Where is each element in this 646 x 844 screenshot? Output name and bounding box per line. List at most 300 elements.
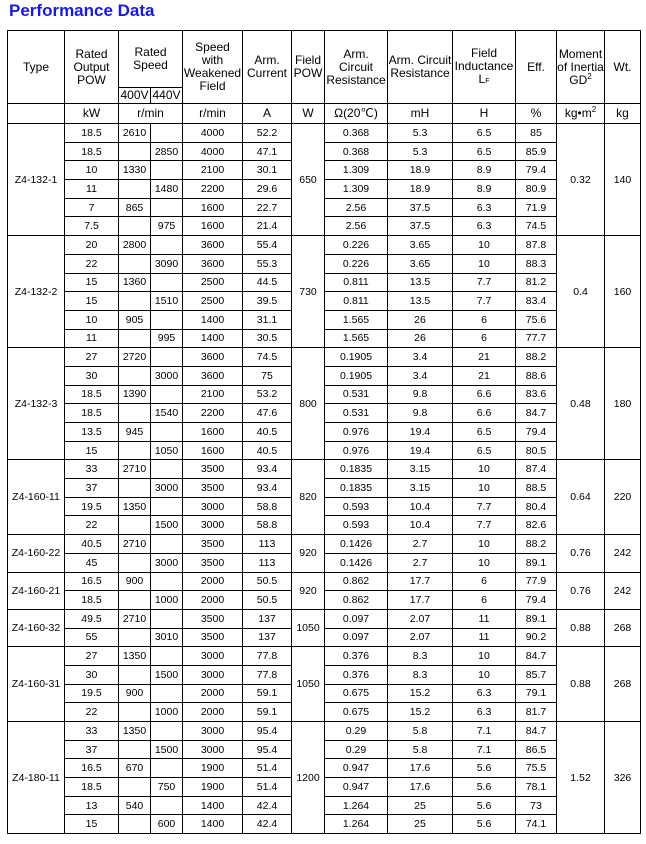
cell-kw: 15: [65, 292, 119, 311]
unit-moment-label: kg•m: [564, 106, 592, 120]
cell-a: 22.7: [243, 198, 292, 217]
cell-mh: 17.7: [388, 572, 453, 591]
cell-kw: 45: [65, 553, 119, 572]
cell-ohm: 0.675: [325, 684, 388, 703]
cell-h: 7.7: [453, 516, 516, 535]
cell-field-pow: 1050: [292, 647, 325, 722]
header-eff: Eff.: [516, 31, 557, 104]
cell-s440: 3000: [151, 479, 183, 498]
cell-s400: 900: [119, 572, 151, 591]
cell-wf: 3500: [183, 460, 243, 479]
cell-h: 10: [453, 535, 516, 554]
cell-kw: 13.5: [65, 423, 119, 442]
cell-wf: 3000: [183, 722, 243, 741]
cell-s440: 3090: [151, 254, 183, 273]
cell-mh: 3.15: [388, 479, 453, 498]
cell-wt: 242: [605, 535, 641, 572]
cell-kw: 37: [65, 740, 119, 759]
cell-eff: 81.2: [516, 273, 557, 292]
cell-mh: 18.9: [388, 180, 453, 199]
cell-mh: 10.4: [388, 516, 453, 535]
cell-a: 75: [243, 366, 292, 385]
cell-wt: 140: [605, 124, 641, 236]
unit-speed: r/min: [119, 104, 183, 124]
cell-mh: 37.5: [388, 217, 453, 236]
cell-s400: [119, 217, 151, 236]
cell-s400: 540: [119, 796, 151, 815]
cell-a: 47.1: [243, 142, 292, 161]
cell-h: 6: [453, 310, 516, 329]
cell-gd2: 0.76: [557, 572, 605, 609]
cell-eff: 81.7: [516, 703, 557, 722]
cell-wf: 1400: [183, 815, 243, 834]
cell-kw: 18.5: [65, 142, 119, 161]
cell-ohm: 1.309: [325, 161, 388, 180]
cell-a: 52.2: [243, 124, 292, 143]
cell-h: 10: [453, 460, 516, 479]
cell-type: Z4-132-1: [8, 124, 65, 236]
cell-s440: 750: [151, 778, 183, 797]
cell-ohm: 0.811: [325, 273, 388, 292]
cell-kw: 22: [65, 254, 119, 273]
cell-gd2: 0.4: [557, 236, 605, 348]
table-row: [8, 310, 641, 329]
table-row: [8, 796, 641, 815]
table-row: [8, 273, 641, 292]
table-row: [8, 516, 641, 535]
cell-h: 10: [453, 553, 516, 572]
cell-mh: 3.4: [388, 348, 453, 367]
unit-type: [8, 104, 65, 124]
cell-ohm: 0.1835: [325, 460, 388, 479]
header-moment-sup: 2: [587, 71, 592, 81]
cell-kw: 20: [65, 236, 119, 255]
table-row: [8, 628, 641, 647]
cell-a: 58.8: [243, 516, 292, 535]
cell-mh: 13.5: [388, 292, 453, 311]
cell-s400: [119, 180, 151, 199]
cell-field-pow: 1200: [292, 722, 325, 834]
cell-wf: 1600: [183, 198, 243, 217]
cell-mh: 26: [388, 329, 453, 348]
cell-h: 5.6: [453, 759, 516, 778]
cell-ohm: 0.811: [325, 292, 388, 311]
cell-field-pow: 1050: [292, 609, 325, 646]
cell-h: 10: [453, 254, 516, 273]
cell-ohm: 0.531: [325, 385, 388, 404]
cell-s440: [151, 759, 183, 778]
cell-h: 8.9: [453, 161, 516, 180]
cell-wf: 2200: [183, 180, 243, 199]
cell-mh: 5.3: [388, 142, 453, 161]
table-row: [8, 404, 641, 423]
cell-s440: 1480: [151, 180, 183, 199]
cell-eff: 79.4: [516, 161, 557, 180]
table-row: [8, 815, 641, 834]
cell-s440: 3000: [151, 553, 183, 572]
page-title: Performance Data: [9, 1, 155, 20]
performance-table: [7, 30, 641, 834]
cell-wt: 268: [605, 647, 641, 722]
cell-h: 6.3: [453, 198, 516, 217]
cell-wt: 242: [605, 572, 641, 609]
cell-eff: 79.4: [516, 591, 557, 610]
cell-h: 11: [453, 609, 516, 628]
cell-mh: 2.07: [388, 609, 453, 628]
cell-eff: 84.7: [516, 647, 557, 666]
table-row: [8, 479, 641, 498]
cell-eff: 71.9: [516, 198, 557, 217]
cell-eff: 75.5: [516, 759, 557, 778]
table-row: [8, 665, 641, 684]
cell-wf: 2000: [183, 572, 243, 591]
cell-wf: 2000: [183, 591, 243, 610]
cell-a: 53.2: [243, 385, 292, 404]
cell-h: 6.5: [453, 423, 516, 442]
cell-s440: [151, 273, 183, 292]
header-moment-label: Moment of Inertia GD: [557, 46, 604, 87]
cell-kw: 10: [65, 310, 119, 329]
cell-s400: 2800: [119, 236, 151, 255]
table-row: [8, 497, 641, 516]
header-moment: [557, 31, 605, 104]
cell-h: 6.5: [453, 142, 516, 161]
cell-eff: 88.2: [516, 535, 557, 554]
cell-a: 40.5: [243, 441, 292, 460]
cell-kw: 30: [65, 665, 119, 684]
cell-h: 21: [453, 348, 516, 367]
cell-s440: 1000: [151, 703, 183, 722]
cell-kw: 40.5: [65, 535, 119, 554]
cell-wf: 3500: [183, 535, 243, 554]
cell-ohm: 0.368: [325, 142, 388, 161]
cell-eff: 80.5: [516, 441, 557, 460]
cell-s440: [151, 348, 183, 367]
table-body: [8, 124, 641, 834]
cell-eff: 89.1: [516, 609, 557, 628]
cell-kw: 15: [65, 815, 119, 834]
table-row: [8, 759, 641, 778]
cell-h: 6.3: [453, 217, 516, 236]
cell-ohm: 0.368: [325, 124, 388, 143]
cell-s400: 1330: [119, 161, 151, 180]
cell-h: 6.5: [453, 124, 516, 143]
cell-h: 7.1: [453, 722, 516, 741]
cell-type: Z4-160-21: [8, 572, 65, 609]
cell-ohm: 2.56: [325, 198, 388, 217]
cell-s440: [151, 572, 183, 591]
cell-gd2: 0.88: [557, 647, 605, 722]
cell-a: 95.4: [243, 740, 292, 759]
cell-s440: [151, 423, 183, 442]
cell-s400: 1360: [119, 273, 151, 292]
cell-s440: [151, 722, 183, 741]
cell-wf: 2100: [183, 161, 243, 180]
cell-ohm: 0.1426: [325, 553, 388, 572]
cell-wf: 2500: [183, 292, 243, 311]
cell-ohm: 0.947: [325, 778, 388, 797]
unit-eff: %: [516, 104, 557, 124]
table-row: [8, 722, 641, 741]
cell-eff: 88.5: [516, 479, 557, 498]
table-row: [8, 329, 641, 348]
unit-inductance: mH: [388, 104, 453, 124]
cell-kw: 7.5: [65, 217, 119, 236]
cell-ohm: 1.565: [325, 329, 388, 348]
cell-field-pow: 800: [292, 348, 325, 460]
cell-ohm: 0.1426: [325, 535, 388, 554]
cell-wf: 1400: [183, 329, 243, 348]
header-field-inductance: [453, 31, 516, 104]
cell-mh: 5.8: [388, 722, 453, 741]
cell-mh: 8.3: [388, 665, 453, 684]
cell-wt: 326: [605, 722, 641, 834]
cell-wf: 1600: [183, 441, 243, 460]
cell-mh: 3.15: [388, 460, 453, 479]
cell-kw: 18.5: [65, 591, 119, 610]
cell-eff: 87.4: [516, 460, 557, 479]
cell-h: 10: [453, 479, 516, 498]
cell-ohm: 0.226: [325, 236, 388, 255]
cell-ohm: 0.593: [325, 497, 388, 516]
cell-s440: [151, 647, 183, 666]
cell-eff: 85.9: [516, 142, 557, 161]
cell-h: 8.9: [453, 180, 516, 199]
cell-ohm: 1.264: [325, 796, 388, 815]
cell-eff: 78.1: [516, 778, 557, 797]
cell-mh: 25: [388, 796, 453, 815]
cell-a: 77.8: [243, 647, 292, 666]
cell-eff: 88.6: [516, 366, 557, 385]
cell-kw: 19.5: [65, 497, 119, 516]
cell-h: 10: [453, 236, 516, 255]
cell-h: 7.7: [453, 273, 516, 292]
cell-mh: 15.2: [388, 684, 453, 703]
cell-mh: 19.4: [388, 441, 453, 460]
cell-h: 5.6: [453, 778, 516, 797]
cell-eff: 83.4: [516, 292, 557, 311]
cell-ohm: 1.309: [325, 180, 388, 199]
cell-h: 6: [453, 329, 516, 348]
cell-eff: 85.7: [516, 665, 557, 684]
cell-wt: 268: [605, 609, 641, 646]
cell-s400: [119, 815, 151, 834]
cell-wf: 1400: [183, 796, 243, 815]
header-rated-output: Rated Output POW: [65, 31, 119, 104]
cell-ohm: 0.376: [325, 665, 388, 684]
cell-s400: [119, 292, 151, 311]
cell-eff: 73: [516, 796, 557, 815]
cell-type: Z4-160-11: [8, 460, 65, 535]
cell-s400: 2710: [119, 535, 151, 554]
cell-eff: 86.5: [516, 740, 557, 759]
header-440v: 440V: [152, 88, 181, 102]
cell-a: 59.1: [243, 703, 292, 722]
cell-s400: [119, 441, 151, 460]
cell-kw: 55: [65, 628, 119, 647]
cell-s400: 905: [119, 310, 151, 329]
cell-s400: 2710: [119, 460, 151, 479]
cell-eff: 84.7: [516, 722, 557, 741]
table-row: [8, 254, 641, 273]
cell-s440: 995: [151, 329, 183, 348]
cell-kw: 10: [65, 161, 119, 180]
cell-kw: 7: [65, 198, 119, 217]
cell-kw: 18.5: [65, 778, 119, 797]
cell-kw: 11: [65, 329, 119, 348]
cell-s440: 2850: [151, 142, 183, 161]
cell-eff: 77.7: [516, 329, 557, 348]
cell-a: 29.6: [243, 180, 292, 199]
cell-s440: 1540: [151, 404, 183, 423]
cell-wf: 3000: [183, 740, 243, 759]
table-row: [8, 778, 641, 797]
cell-ohm: 2.56: [325, 217, 388, 236]
header-arm-resistance: Arm. Circuit Resistance: [325, 31, 388, 104]
table-row: [8, 553, 641, 572]
table-row: [8, 572, 641, 591]
cell-type: Z4-180-11: [8, 722, 65, 834]
cell-eff: 79.4: [516, 423, 557, 442]
cell-s400: 1390: [119, 385, 151, 404]
cell-mh: 2.7: [388, 535, 453, 554]
cell-h: 7.7: [453, 292, 516, 311]
cell-s440: [151, 310, 183, 329]
cell-kw: 18.5: [65, 124, 119, 143]
table-row: [8, 292, 641, 311]
cell-s440: [151, 385, 183, 404]
cell-h: 6.3: [453, 703, 516, 722]
cell-a: 40.5: [243, 423, 292, 442]
cell-mh: 3.65: [388, 236, 453, 255]
cell-s440: [151, 124, 183, 143]
cell-a: 51.4: [243, 759, 292, 778]
cell-a: 74.5: [243, 348, 292, 367]
table-row: [8, 609, 641, 628]
table-row: [8, 180, 641, 199]
cell-kw: 15: [65, 273, 119, 292]
cell-mh: 3.65: [388, 254, 453, 273]
cell-wf: 3000: [183, 497, 243, 516]
cell-gd2: 0.32: [557, 124, 605, 236]
cell-a: 50.5: [243, 572, 292, 591]
cell-s440: 1050: [151, 441, 183, 460]
cell-h: 10: [453, 647, 516, 666]
cell-kw: 27: [65, 647, 119, 666]
cell-ohm: 0.29: [325, 740, 388, 759]
cell-eff: 84.7: [516, 404, 557, 423]
cell-wf: 1900: [183, 759, 243, 778]
cell-s400: 1350: [119, 647, 151, 666]
cell-ohm: 0.976: [325, 441, 388, 460]
cell-eff: 89.1: [516, 553, 557, 572]
unit-wt: kg: [605, 104, 641, 124]
cell-eff: 80.4: [516, 497, 557, 516]
unit-moment: [557, 104, 605, 124]
cell-mh: 10.4: [388, 497, 453, 516]
cell-eff: 85: [516, 124, 557, 143]
cell-wf: 1900: [183, 778, 243, 797]
cell-a: 137: [243, 609, 292, 628]
cell-wf: 3600: [183, 254, 243, 273]
cell-s400: [119, 591, 151, 610]
cell-mh: 37.5: [388, 198, 453, 217]
cell-s440: [151, 497, 183, 516]
cell-s440: 600: [151, 815, 183, 834]
header-field-inductance-sub: F: [485, 77, 490, 85]
cell-mh: 19.4: [388, 423, 453, 442]
cell-h: 6.3: [453, 684, 516, 703]
cell-wf: 3500: [183, 553, 243, 572]
cell-field-pow: 820: [292, 460, 325, 535]
cell-mh: 3.4: [388, 366, 453, 385]
cell-kw: 18.5: [65, 404, 119, 423]
cell-mh: 17.6: [388, 759, 453, 778]
cell-s440: 975: [151, 217, 183, 236]
cell-ohm: 0.862: [325, 572, 388, 591]
cell-a: 39.5: [243, 292, 292, 311]
unit-output: kW: [65, 104, 119, 124]
cell-type: Z4-132-3: [8, 348, 65, 460]
cell-ohm: 0.1905: [325, 348, 388, 367]
cell-h: 6.6: [453, 385, 516, 404]
header-arm-current: Arm. Current: [243, 31, 292, 104]
cell-a: 137: [243, 628, 292, 647]
cell-s440: 1510: [151, 292, 183, 311]
cell-s400: [119, 404, 151, 423]
cell-ohm: 0.1835: [325, 479, 388, 498]
cell-wf: 1600: [183, 217, 243, 236]
cell-ohm: 0.097: [325, 628, 388, 647]
cell-h: 5.6: [453, 796, 516, 815]
cell-wf: 2200: [183, 404, 243, 423]
header-rated-speed: Rated Speed: [119, 31, 183, 88]
cell-wf: 3000: [183, 665, 243, 684]
cell-s400: [119, 778, 151, 797]
cell-type: Z4-132-2: [8, 236, 65, 348]
cell-a: 51.4: [243, 778, 292, 797]
cell-wf: 3500: [183, 609, 243, 628]
cell-a: 77.8: [243, 665, 292, 684]
cell-gd2: 0.88: [557, 609, 605, 646]
cell-s440: [151, 161, 183, 180]
cell-eff: 80.9: [516, 180, 557, 199]
cell-eff: 74.1: [516, 815, 557, 834]
cell-wf: 4000: [183, 124, 243, 143]
cell-eff: 83.6: [516, 385, 557, 404]
cell-s440: 1500: [151, 665, 183, 684]
unit-weakened: r/min: [183, 104, 243, 124]
cell-ohm: 0.1905: [325, 366, 388, 385]
cell-a: 95.4: [243, 722, 292, 741]
cell-s400: [119, 740, 151, 759]
cell-s400: [119, 329, 151, 348]
cell-a: 30.1: [243, 161, 292, 180]
cell-a: 50.5: [243, 591, 292, 610]
cell-a: 30.5: [243, 329, 292, 348]
cell-a: 58.8: [243, 497, 292, 516]
cell-wf: 1400: [183, 310, 243, 329]
cell-wf: 2100: [183, 385, 243, 404]
cell-mh: 2.7: [388, 553, 453, 572]
cell-s400: 900: [119, 684, 151, 703]
table-row: [8, 684, 641, 703]
cell-eff: 87.8: [516, 236, 557, 255]
cell-mh: 8.3: [388, 647, 453, 666]
table-row: [8, 740, 641, 759]
table-row: [8, 591, 641, 610]
cell-s400: 2720: [119, 348, 151, 367]
